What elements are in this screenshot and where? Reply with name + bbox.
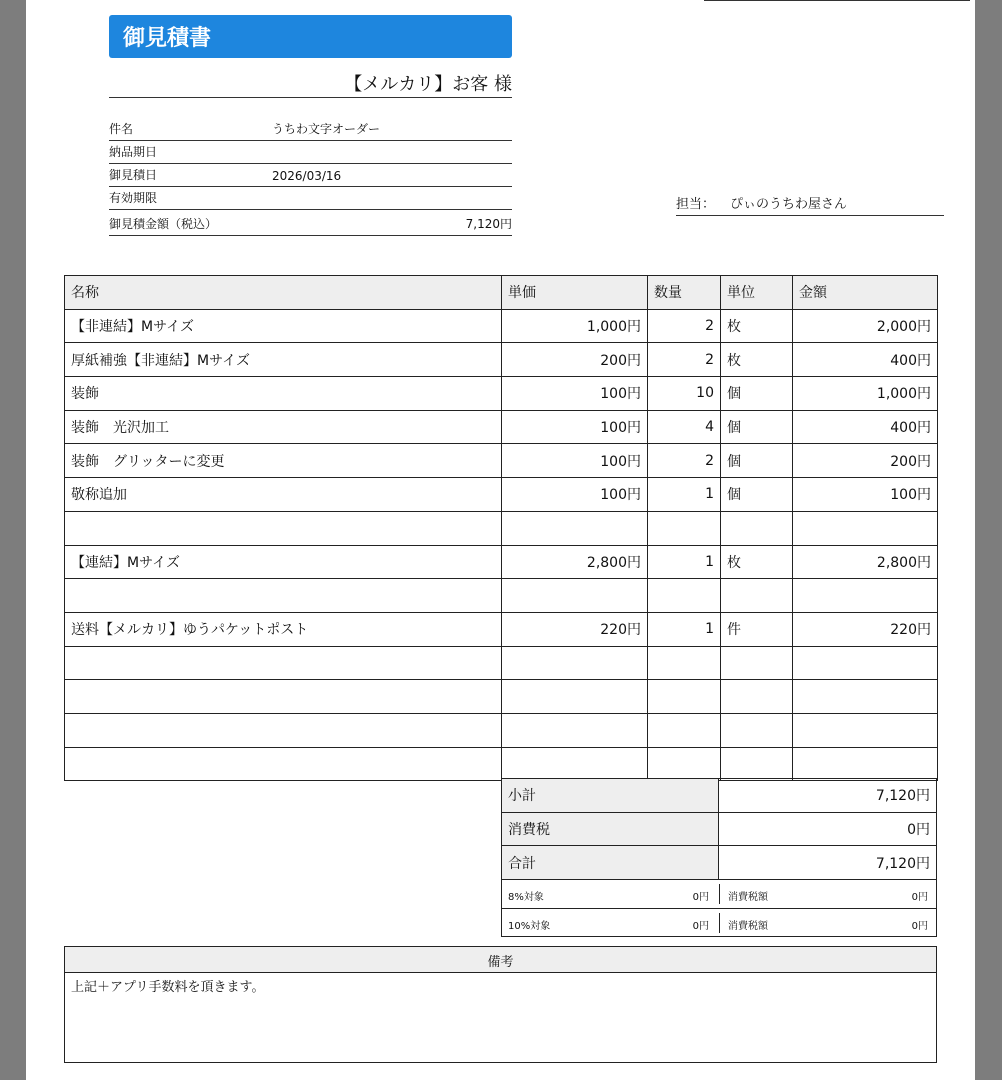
- table-row: [65, 377, 938, 411]
- item-amount: [793, 713, 938, 747]
- item-unit-price: 2,800円: [502, 545, 648, 579]
- item-quantity: 10: [648, 377, 721, 411]
- item-unit-price: 220円: [502, 612, 648, 646]
- table-row: [65, 713, 938, 747]
- item-name: 【連結】Mサイズ: [65, 545, 502, 579]
- table-row: [65, 309, 938, 343]
- item-name: 装飾 グリッターに変更: [65, 444, 502, 478]
- info-row-estimate-amount: [109, 210, 512, 236]
- header-quantity: 数量: [648, 276, 721, 310]
- table-row: [65, 511, 938, 545]
- item-unit: 枚: [721, 343, 793, 377]
- item-quantity: 1: [648, 545, 721, 579]
- item-amount: 1,000円: [793, 377, 938, 411]
- header-amount: 金額: [793, 276, 938, 310]
- item-unit-price: [502, 713, 648, 747]
- table-row: [65, 478, 938, 512]
- info-label: 有効期限: [109, 191, 158, 205]
- item-amount: 400円: [793, 410, 938, 444]
- item-amount: 220円: [793, 612, 938, 646]
- subtotal-label: 小計: [502, 779, 719, 813]
- item-amount: [793, 511, 938, 545]
- info-label: 納品期日: [109, 145, 158, 159]
- total-label: 合計: [502, 846, 719, 880]
- item-name: 厚紙補強【非連結】Mサイズ: [65, 343, 502, 377]
- item-unit-price: 1,000円: [502, 309, 648, 343]
- table-row: [65, 410, 938, 444]
- item-quantity: 2: [648, 343, 721, 377]
- item-quantity: 2: [648, 309, 721, 343]
- item-amount: 2,000円: [793, 309, 938, 343]
- item-quantity: 2: [648, 444, 721, 478]
- item-quantity: [648, 579, 721, 613]
- person-label: 担当：: [676, 197, 716, 212]
- table-row: [65, 612, 938, 646]
- info-value: 7,120円: [465, 217, 512, 231]
- item-unit-price: [502, 747, 648, 781]
- item-amount: 2,800円: [793, 545, 938, 579]
- tax-breakdown: [501, 879, 937, 937]
- item-quantity: [648, 646, 721, 680]
- tax-value: 0円: [719, 812, 937, 846]
- item-name: [65, 713, 502, 747]
- subtotal-row: [502, 779, 937, 813]
- item-amount: 100円: [793, 478, 938, 512]
- item-unit: [721, 579, 793, 613]
- item-unit-price: [502, 680, 648, 714]
- taxable-amount: 0円: [692, 920, 709, 932]
- tax-amount-label: 消費税額: [728, 892, 768, 903]
- item-unit-price: 100円: [502, 478, 648, 512]
- divider: [719, 884, 720, 904]
- item-amount: [793, 579, 938, 613]
- item-unit-price: 100円: [502, 444, 648, 478]
- item-name: 装飾: [65, 377, 502, 411]
- item-name: [65, 646, 502, 680]
- item-amount: 400円: [793, 343, 938, 377]
- table-row: [65, 343, 938, 377]
- table-row: [65, 680, 938, 714]
- info-value: うちわ文字オーダー: [272, 122, 381, 136]
- item-unit: [721, 713, 793, 747]
- item-unit: 枚: [721, 309, 793, 343]
- taxable-amount: 0円: [692, 892, 709, 903]
- subtotal-value: 7,120円: [719, 779, 937, 813]
- item-quantity: 4: [648, 410, 721, 444]
- item-amount: 200円: [793, 444, 938, 478]
- item-unit-price: [502, 511, 648, 545]
- tax-row: [502, 812, 937, 846]
- item-name: 【非連結】Mサイズ: [65, 309, 502, 343]
- document-title: 御見積書: [109, 15, 512, 58]
- item-unit: 個: [721, 444, 793, 478]
- total-row: [502, 846, 937, 880]
- table-row: [65, 545, 938, 579]
- tax-rate-label: 8%対象: [508, 892, 544, 903]
- remarks-heading: 備考: [64, 946, 937, 973]
- item-name: [65, 511, 502, 545]
- info-label: 御見積日: [109, 168, 158, 182]
- tax-label: 消費税: [502, 812, 719, 846]
- item-name: [65, 579, 502, 613]
- top-rule: [704, 0, 970, 1]
- item-unit: 枚: [721, 545, 793, 579]
- item-unit: 個: [721, 377, 793, 411]
- item-unit: 個: [721, 478, 793, 512]
- item-name: 敬称追加: [65, 478, 502, 512]
- item-unit-price: [502, 646, 648, 680]
- item-quantity: [648, 680, 721, 714]
- item-quantity: [648, 511, 721, 545]
- header-unit-price: 単価: [502, 276, 648, 310]
- divider: [719, 913, 720, 933]
- items-table: [64, 275, 938, 781]
- info-value: 2026/03/16: [272, 169, 342, 183]
- item-unit: 個: [721, 410, 793, 444]
- item-unit-price: 200円: [502, 343, 648, 377]
- header-name: 名称: [65, 276, 502, 310]
- info-row-valid-until: [109, 187, 512, 210]
- item-unit: [721, 680, 793, 714]
- item-unit: [721, 747, 793, 781]
- info-row-subject: [109, 116, 512, 141]
- item-unit: [721, 511, 793, 545]
- item-name: [65, 747, 502, 781]
- table-row: [65, 579, 938, 613]
- item-quantity: [648, 713, 721, 747]
- item-unit-price: 100円: [502, 410, 648, 444]
- info-row-estimate-date: [109, 164, 512, 187]
- item-name: 装飾 光沢加工: [65, 410, 502, 444]
- tax-breakdown-row-10: [502, 908, 936, 937]
- item-quantity: [648, 747, 721, 781]
- table-row: [65, 646, 938, 680]
- item-amount: [793, 680, 938, 714]
- item-amount: [793, 747, 938, 781]
- item-unit-price: [502, 579, 648, 613]
- info-row-delivery-date: [109, 141, 512, 164]
- header-unit: 単位: [721, 276, 793, 310]
- table-row: [65, 747, 938, 781]
- tax-amount-label: 消費税額: [728, 920, 768, 932]
- info-label: 御見積金額（税込）: [109, 217, 218, 231]
- person-in-charge: [676, 193, 944, 216]
- item-name: [65, 680, 502, 714]
- total-value: 7,120円: [719, 846, 937, 880]
- tax-rate-label: 10%対象: [508, 920, 551, 932]
- table-row: [65, 444, 938, 478]
- items-header-row: [65, 276, 938, 310]
- item-quantity: 1: [648, 478, 721, 512]
- item-name: 送料【メルカリ】ゆうパケットポスト: [65, 612, 502, 646]
- person-name: ぴぃのうちわ屋さん: [730, 197, 848, 212]
- item-quantity: 1: [648, 612, 721, 646]
- tax-breakdown-row-8: [502, 879, 936, 908]
- info-label: 件名: [109, 122, 134, 136]
- estimate-page: [26, 0, 975, 1080]
- item-amount: [793, 646, 938, 680]
- remarks-text: 上記＋アプリ手数料を頂きます。: [64, 972, 937, 1063]
- item-unit-price: 100円: [502, 377, 648, 411]
- tax-amount: 0円: [911, 920, 928, 932]
- item-unit: [721, 646, 793, 680]
- item-unit: 件: [721, 612, 793, 646]
- tax-amount: 0円: [911, 892, 928, 903]
- totals-table: [501, 778, 937, 880]
- customer-name: 【メルカリ】お客 様: [109, 60, 512, 98]
